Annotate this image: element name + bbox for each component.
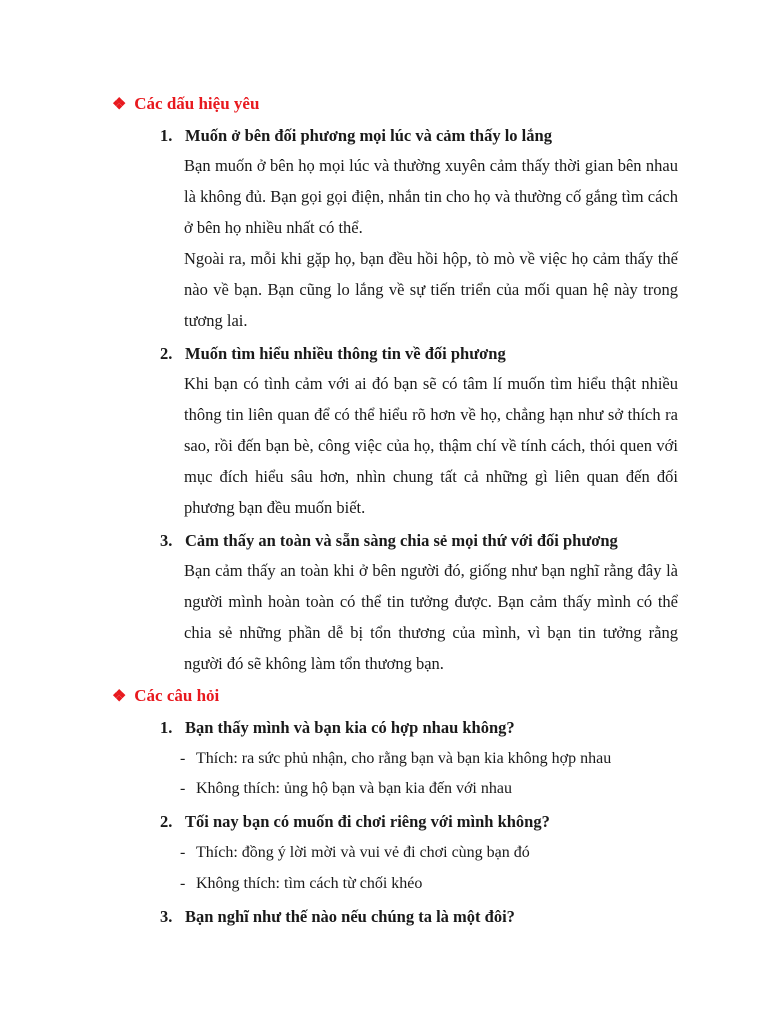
dash-bullet: - <box>180 750 186 767</box>
dash-bullet: - <box>180 780 186 797</box>
bullet-text: Không thích: ủng hộ bạn và bạn kia đến với nhau <box>196 780 512 797</box>
section-heading-signs <box>112 94 259 114</box>
bullet-item <box>180 780 512 798</box>
paragraph: Ngoài ra, mỗi khi gặp họ, bạn đều hồi hộp, tò mò về việc họ cảm thấy thế nào về bạn. Bạn cũng lo lắng về sự tiến triển của mối quan hệ này trong tương lai. <box>184 249 678 330</box>
list-number: 2. <box>160 812 173 831</box>
list-number: 3. <box>160 531 173 550</box>
list-item-title <box>160 344 506 364</box>
list-number: 1. <box>160 718 173 737</box>
list-number: 3. <box>160 907 173 926</box>
item-title-text: Muốn ở bên đối phương mọi lúc và cảm thấy lo lắng <box>185 126 552 145</box>
bullet-item <box>180 844 530 862</box>
bullet-text: Thích: đồng ý lời mời và vui vẻ đi chơi cùng bạn đó <box>196 844 530 861</box>
item-title-text: Bạn nghĩ như thế nào nếu chúng ta là một đôi? <box>185 907 515 926</box>
list-item-title <box>160 718 515 738</box>
list-item-title <box>160 531 618 551</box>
diamond-bullet-icon: ❖ <box>112 688 127 705</box>
bullet-text: Thích: ra sức phủ nhận, cho rằng bạn và bạn kia không hợp nhau <box>196 750 612 767</box>
list-item-title <box>160 126 552 146</box>
section-title: Các dấu hiệu yêu <box>134 94 260 113</box>
item-title-text: Bạn thấy mình và bạn kia có hợp nhau không? <box>185 718 515 737</box>
bullet-item <box>180 750 611 768</box>
item-title-text: Cảm thấy an toàn và sẵn sàng chia sẻ mọi thứ với đối phương <box>185 531 618 550</box>
paragraph: Bạn cảm thấy an toàn khi ở bên người đó, giống như bạn nghĩ rằng đây là người mình hoàn toàn có thể tin tưởng được. Bạn cảm thấy mình có thể chia sẻ những phần dễ bị tổn thương của mình, vì bạn tin tưởng rằng người đó sẽ không làm tổn thương bạn. <box>184 561 678 673</box>
item-title-text: Tối nay bạn có muốn đi chơi riêng với mình không? <box>185 812 550 831</box>
list-item-title <box>160 907 515 927</box>
bullet-item <box>180 875 422 893</box>
item-title-text: Muốn tìm hiểu nhiều thông tin về đối phương <box>185 344 506 363</box>
paragraph: Khi bạn có tình cảm với ai đó bạn sẽ có tâm lí muốn tìm hiểu thật nhiều thông tin liên quan để có thể hiểu rõ hơn về họ, chẳng hạn như sở thích ra sao, rồi đến bạn bè, công việc của họ, thậm chí về tính cách, thói quen với mục đích hiểu sâu hơn, nhìn chung tất cả những gì liên quan đến đối phương bạn đều muốn biết. <box>184 374 678 517</box>
bullet-text: Không thích: tìm cách từ chối khéo <box>196 875 423 892</box>
section-heading-questions <box>112 686 219 706</box>
list-number: 2. <box>160 344 173 363</box>
section-title: Các câu hỏi <box>134 686 220 705</box>
dash-bullet: - <box>180 875 186 892</box>
diamond-bullet-icon: ❖ <box>112 96 127 113</box>
dash-bullet: - <box>180 844 186 861</box>
paragraph: Bạn muốn ở bên họ mọi lúc và thường xuyên cảm thấy thời gian bên nhau là không đủ. Bạn gọi gọi điện, nhắn tin cho họ và thường cố gắng tìm cách ở bên họ nhiều nhất có thể. <box>184 156 678 237</box>
list-item-title <box>160 812 550 832</box>
list-number: 1. <box>160 126 173 145</box>
